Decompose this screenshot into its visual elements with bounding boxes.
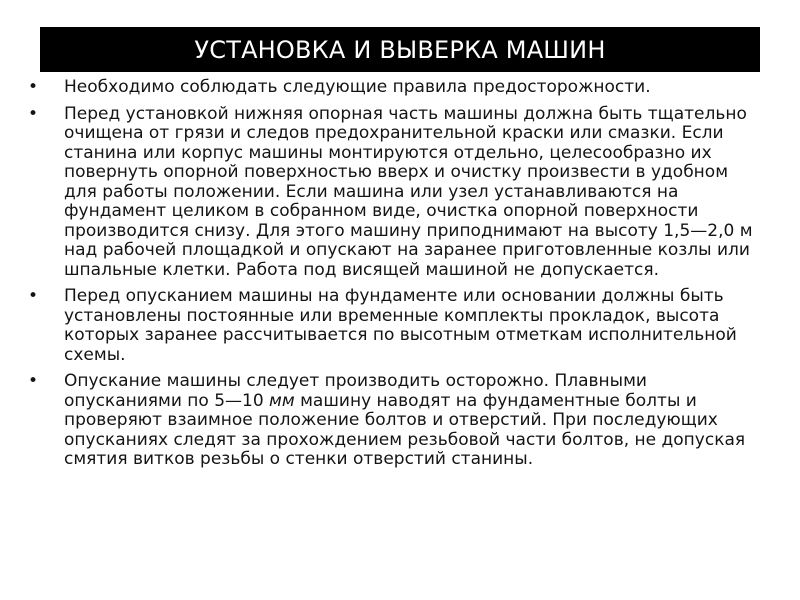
- bullet-item-lowering: [24, 372, 764, 470]
- bullet-text: [64, 371, 745, 469]
- bullet-marker: •: [28, 103, 39, 124]
- bullet-marker: •: [28, 371, 39, 391]
- bullet-item-shims: [24, 287, 764, 365]
- slide-content: [24, 78, 764, 477]
- bullet-text: Перед установкой нижняя опорная часть машины должна быть тщательно очищена от грязи и следов предохранительной краски или смазки. Если станина или корпус машины монтируются отдельно, целесообразно их повернуть опорной поверхностью вверх и очистку произвести в удобном для работы положении. Если машина или узел устанавливаются на фундамент целиком в собранном виде, очистка опорной поверхности производится снизу. Для этого машину приподнимают на высоту 1,5—2,0 м над рабочей площадкой и опускают на заранее приготовленные козлы или шпальные клетки. Работа под висящей машиной не допускается.: [64, 103, 753, 280]
- bullet-marker: •: [28, 77, 39, 97]
- bullet-item-precautions: [24, 78, 764, 98]
- bullet-text-part: машину наводят на фундаментные болты и проверяют взаимное положение болтов и отверстий. При последующих опусканиях следят за прохождением резьбовой части болтов, не допуская смятия витков резьбы о стенки отверстий станины.: [64, 390, 746, 469]
- bullet-marker: •: [28, 286, 39, 306]
- slide-title: УСТАНОВКА И ВЫВЕРКА МАШИН: [194, 35, 606, 64]
- unit-mm: мм: [269, 390, 295, 411]
- bullet-text: Необходимо соблюдать следующие правила предосторожности.: [64, 77, 651, 97]
- bullet-text: Перед опусканием машины на фундаменте или основании должны быть установлены постоянные или временные комплекты прокладок, высота которых заранее рассчитывается по высотным отметкам исполнительной схемы.: [64, 286, 737, 365]
- bullet-text-part: Опускание машины следует производить осторожно. Плавными опусканиями по 5—10: [64, 371, 647, 411]
- bullet-list: [24, 78, 764, 470]
- title-bar: [40, 27, 760, 72]
- bullet-item-cleaning: [24, 105, 764, 281]
